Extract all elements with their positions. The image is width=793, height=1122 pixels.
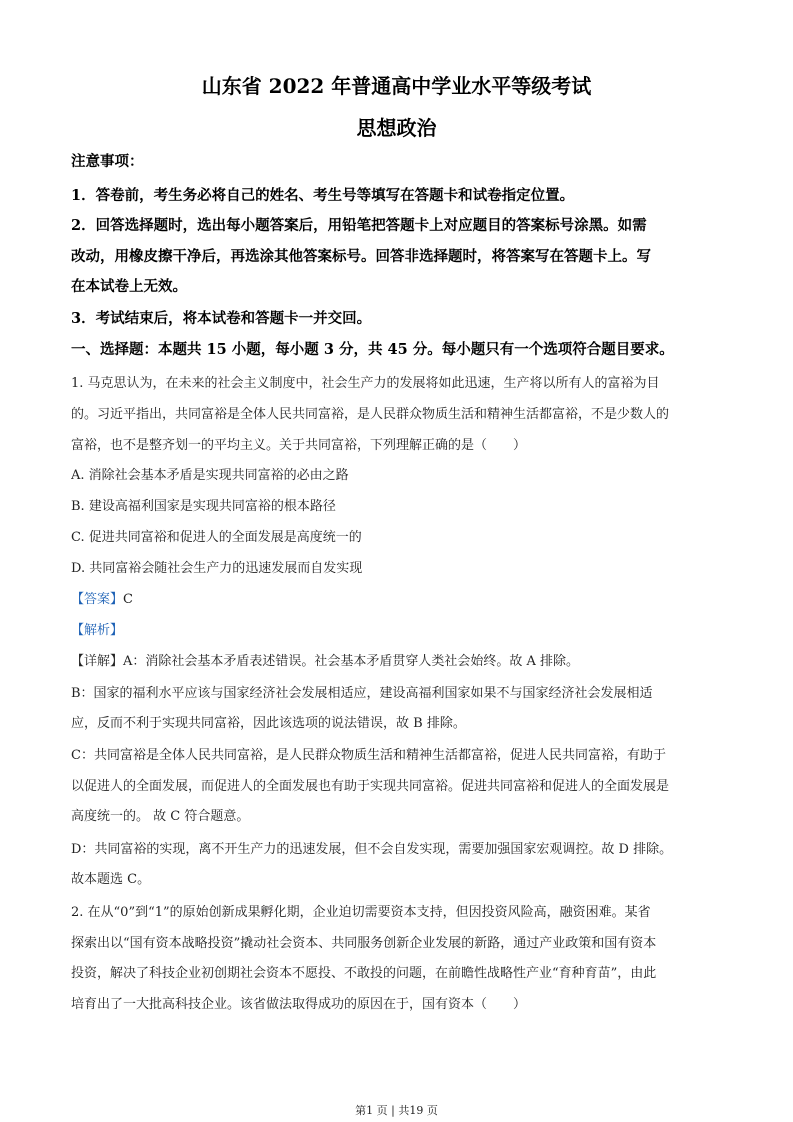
detail-a-text: A：消除社会基本矛盾表述错误。社会基本矛盾贯穿人类社会始终。故 A 排除。 — [123, 654, 580, 669]
q1-detail-b-line-1: B：国家的福利水平应该与国家经济社会发展相适应，建设高福利国家如果不与国家经济社会发展相适 — [71, 686, 653, 701]
notice-item-2-line-2: 改动，用橡皮擦干净后，再选涂其他答案标号。回答非选择题时，将答案写在答题卡上。写 — [71, 248, 651, 265]
q1-conclusion: 故本题选 C。 — [71, 872, 151, 887]
q2-stem-line-1: 2. 在从“0”到“1”的原始创新成果孵化期，企业迫切需要资本支持，但因投资风险高，融资困难。某省 — [71, 905, 651, 920]
q1-detail-b-line-2: 应，反而不利于实现共同富裕，因此该选项的说法错误，故 B 排除。 — [71, 716, 466, 731]
q1-option-c: C. 促进共同富裕和促进人的全面发展是高度统一的 — [71, 530, 362, 545]
notice-heading: 注意事项： — [71, 153, 144, 170]
q1-option-a: A. 消除社会基本矛盾是实现共同富裕的必由之路 — [71, 468, 349, 483]
q1-option-d: D. 共同富裕会随社会生产力的迅速发展而自发实现 — [71, 561, 363, 576]
notice-item-1: 1．答卷前，考生务必将自己的姓名、考生号等填写在答题卡和试卷指定位置。 — [71, 187, 575, 204]
page-footer: 第1 页 | 共19 页 — [355, 1104, 438, 1117]
notice-item-2-line-1: 2．回答选择题时，选出每小题答案后，用铅笔把答题卡上对应题目的答案标号涂黑。如需 — [71, 217, 647, 234]
notice-item-3: 3．考试结束后，将本试卷和答题卡一并交回。 — [71, 310, 372, 327]
q1-detail-a — [71, 650, 731, 669]
q2-stem-line-2: 探索出以“国有资本战略投资”撬动社会资本、共同服务创新企业发展的新路，通过产业政策和国有资本 — [71, 936, 657, 951]
exam-title: 山东省 2022 年普通高中学业水平等级考试 — [201, 74, 592, 98]
section-1-heading: 一、选择题：本题共 15 小题，每小题 3 分，共 45 分。每小题只有一个选项符合题目要求。 — [71, 341, 674, 358]
q1-detail-c-line-2: 以促进人的全面发展，而促进人的全面发展也有助于实现共同富裕。促进共同富裕和促进人的全面发展是 — [71, 779, 670, 794]
notice-item-2-line-3: 在本试卷上无效。 — [71, 278, 187, 295]
q1-stem-line-1: 1. 马克思认为，在未来的社会主义制度中，社会生产力的发展将如此迅速，生产将以所有人的富裕为目 — [71, 376, 660, 391]
q2-stem-line-4: 培育出了一大批高科技企业。该省做法取得成功的原因在于，国有资本（ ） — [71, 997, 527, 1012]
q2-stem-line-3: 投资，解决了科技企业初创期社会资本不愿投、不敢投的问题，在前瞻性战略性产业“育种育苗”，由此 — [71, 966, 657, 981]
q1-analysis-tag: 【解析】 — [71, 623, 124, 638]
exam-subject: 思想政治 — [356, 116, 437, 140]
q1-detail-c-line-3: 高度统一的。 故 C 符合题意。 — [71, 809, 250, 824]
answer-tag: 【答案】 — [71, 592, 124, 607]
q1-option-b: B. 建设高福利国家是实现共同富裕的根本路径 — [71, 499, 336, 514]
q1-stem-line-3: 富裕，也不是整齐划一的平均主义。关于共同富裕，下列理解正确的是（ ） — [71, 438, 527, 453]
answer-value: C — [123, 592, 133, 607]
q1-stem-line-2: 的。习近平指出，共同富裕是全体人民共同富裕，是人民群众物质生活和精神生活都富裕，不是少数人的 — [71, 407, 670, 422]
q1-detail-d: D：共同富裕的实现，离不开生产力的迅速发展，但不会自发实现，需要加强国家宏观调控。故 D 排除。 — [71, 842, 673, 857]
q1-answer — [71, 588, 731, 607]
detail-tag: 【详解】 — [71, 654, 124, 669]
q1-detail-c-line-1: C：共同富裕是全体人民共同富裕，是人民群众物质生活和精神生活都富裕，促进人民共同富裕，有助于 — [71, 748, 666, 763]
